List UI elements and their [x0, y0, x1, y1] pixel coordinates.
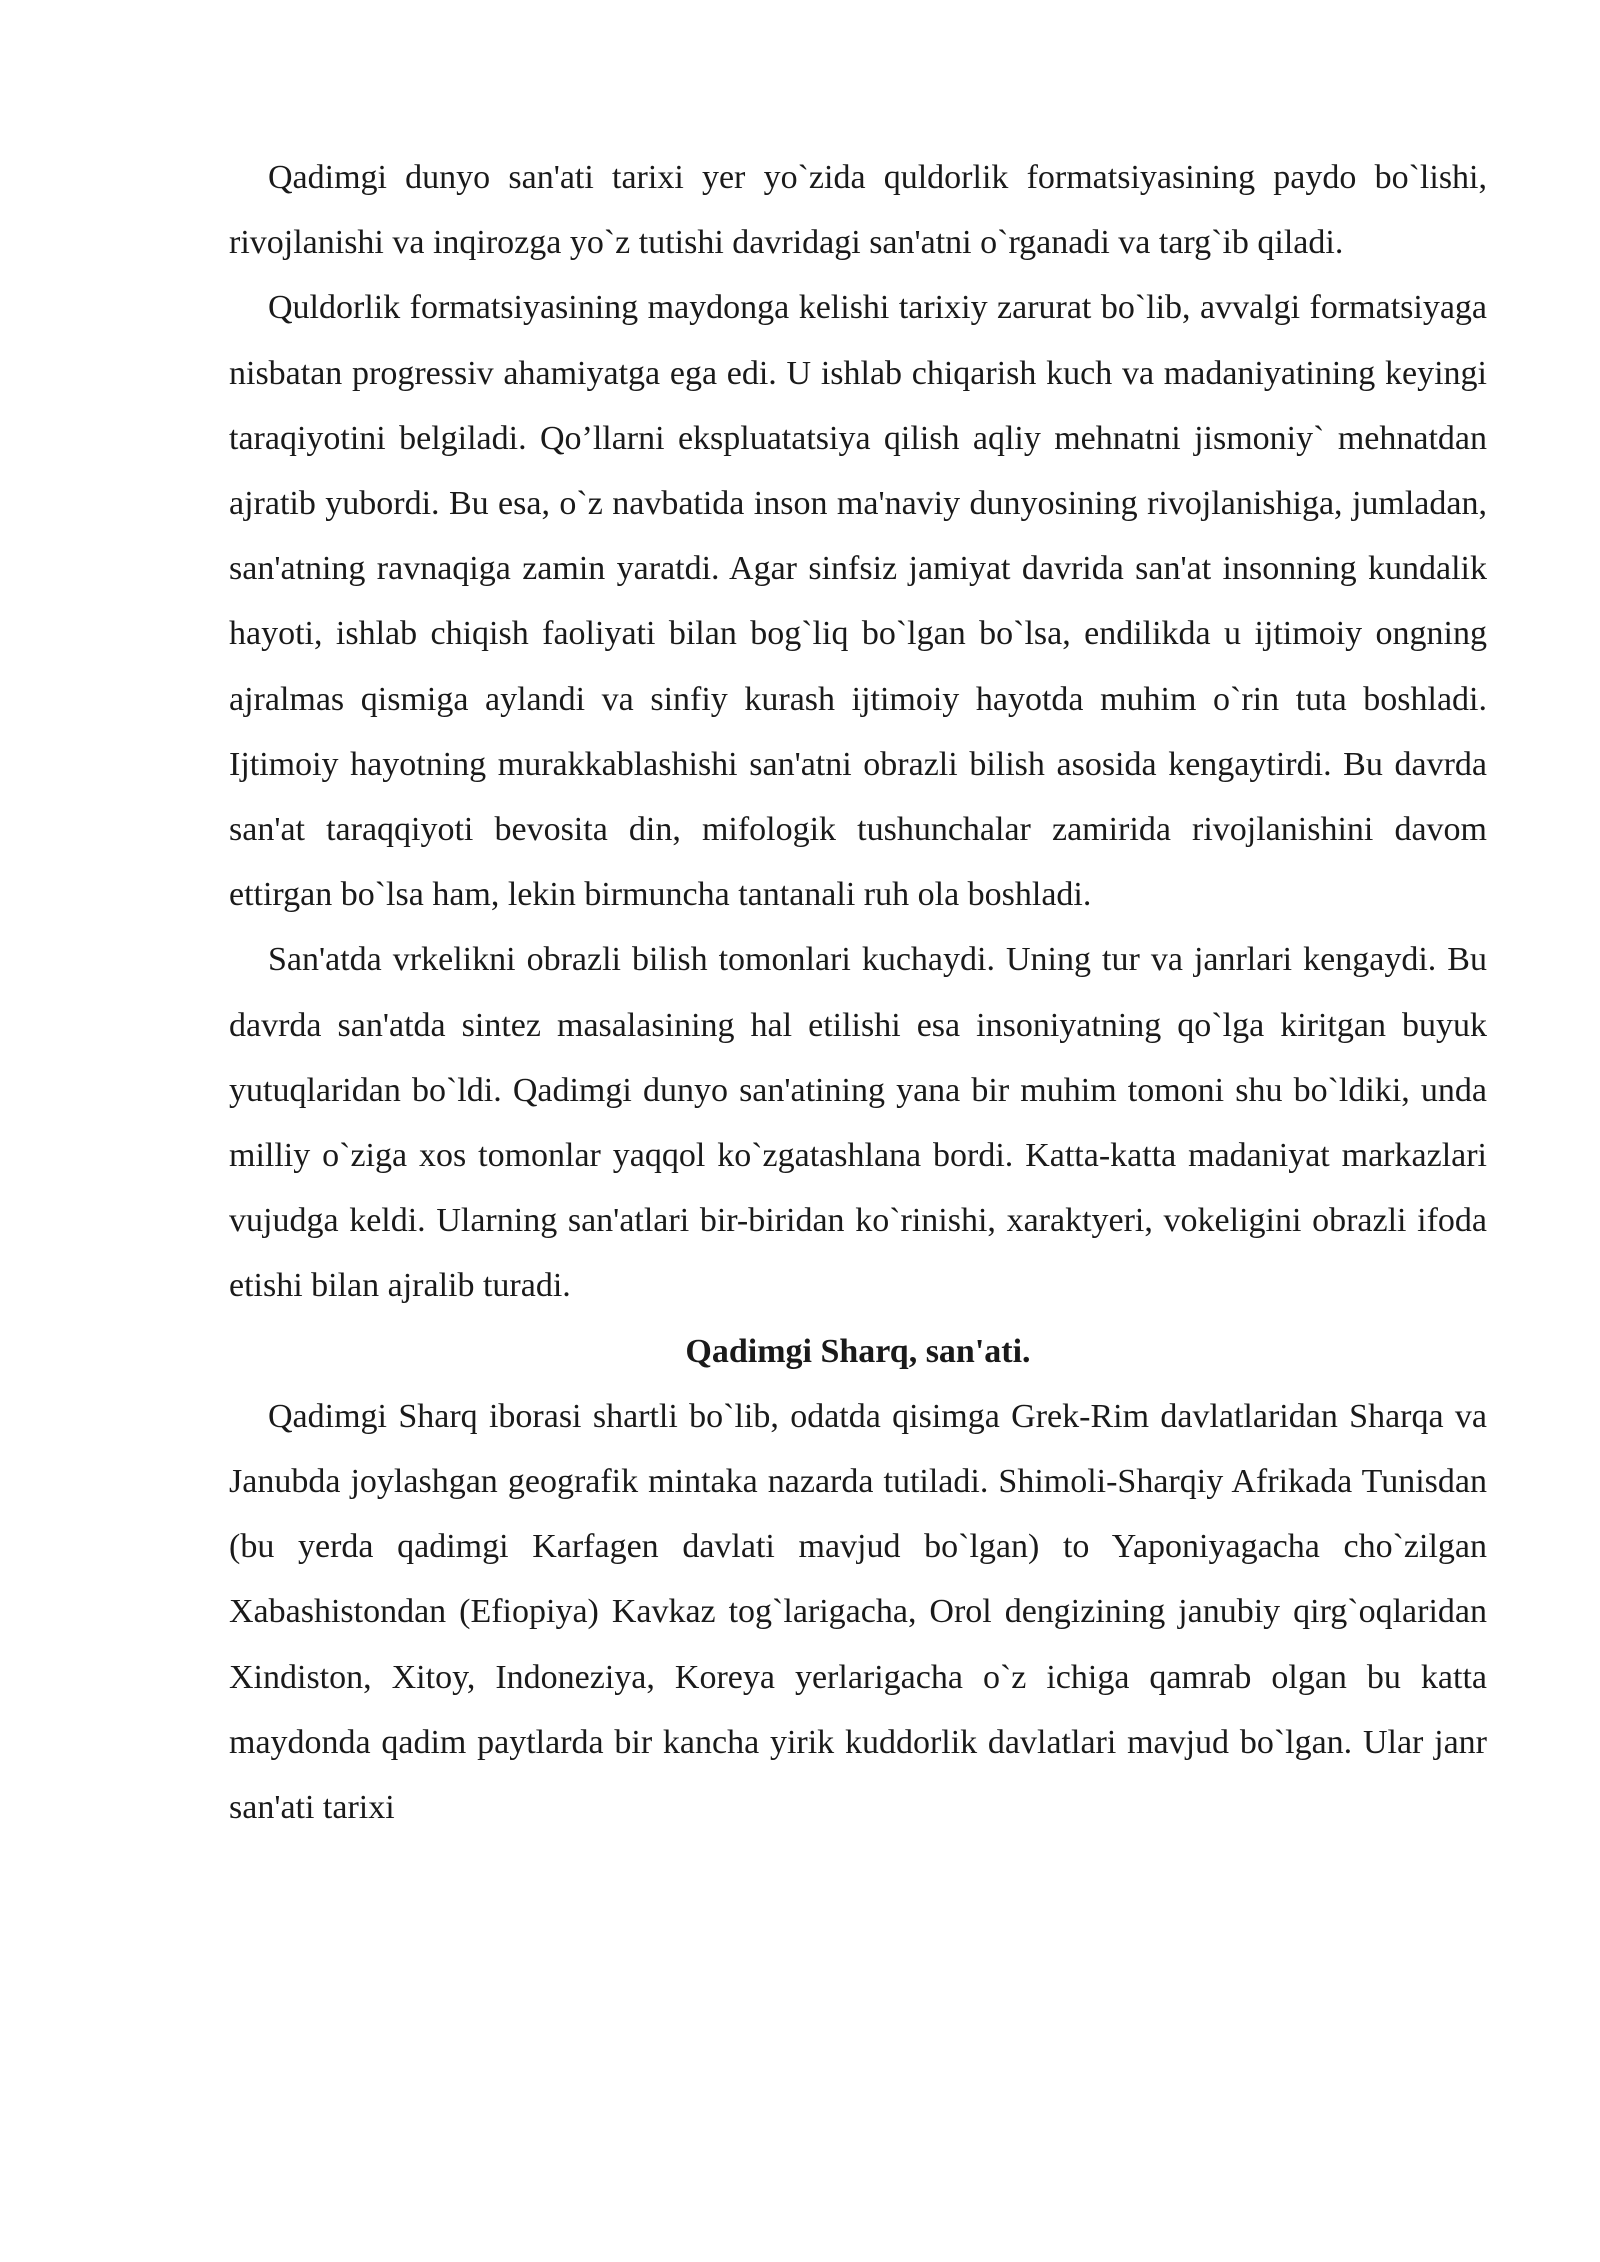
- paragraph-qadimgi-sharq: Qadimgi Sharq iborasi shartli bo`lib, odatda qisimga Grek-Rim davlatlaridan Sharqa va Janubda joylashgan geografik mintaka nazarda tutiladi. Shimoli-Sharqiy Afrikada Tunisdan (bu yerda qadimgi Karfagen davlati mavjud bo`lgan) to Yaponiyagacha cho`zilgan Xabashistondan (Efiopiya) Kavkaz tog`larigacha, Orol dengizining janubiy qirg`oqlaridan Xindiston, Xitoy, Indoneziya, Koreya yerlarigacha o`z ichiga qamrab olgan bu katta maydonda qadim paytlarda bir kancha yirik kuddorlik davlatlari mavjud bo`lgan. Ular janr san'ati tarixi: [229, 1397, 1487, 1827]
- document-body: [229, 145, 1487, 1840]
- paragraph-quldorlik: Quldorlik formatsiyasining maydonga kelishi tarixiy zarurat bo`lib, avvalgi formatsiyaga nisbatan progressiv ahamiyatga ega edi. U ishlab chiqarish kuch va madaniyatining keyingi taraqiyotini belgiladi. Qo’llarni ekspluatatsiya qilish aqliy mehnatni jismoniy` mehnatdan ajratib yubordi. Bu esa, o`z navbatida inson ma'naviy dunyosining rivojlanishiga, jumladan, san'atning ravnaqiga zamin yaratdi. Agar sinfsiz jamiyat davrida san'at insonning kundalik hayoti, ishlab chiqish faoliyati bilan bog`liq bo`lgan bo`lsa, endilikda u ijtimoiy ongning ajralmas qismiga aylandi va sinfiy kurash ijtimoiy hayotda muhim o`rin tuta boshladi. Ijtimoiy hayotning murakkablashishi san'atni obrazli bilish asosida kengaytirdi. Bu davrda san'at taraqqiyoti bevosita din, mifologik tushunchalar zamirida rivojlanishini davom ettirgan bo`lsa ham, lekin birmuncha tantanali ruh ola boshladi.: [229, 289, 1487, 914]
- paragraph-sanatda: San'atda vrkelikni obrazli bilish tomonlari kuchaydi. Uning tur va janrlari kengaydi. Bu davrda san'atda sintez masalasining hal etilishi esa insoniyatning qo`lga kiritgan buyuk yutuqlaridan bo`ldi. Qadimgi dunyo san'atining yana bir muhim tomoni shu bo`ldiki, unda milliy o`ziga xos tomonlar yaqqol ko`zgatashlana bordi. Katta-katta madaniyat markazlari vujudga keldi. Ularning san'atlari bir-biridan ko`rinishi, xaraktyeri, vokeligini obrazli ifoda etishi bilan ajralib turadi.: [229, 941, 1487, 1305]
- section-heading: Qadimgi Sharq, san'ati.: [685, 1332, 1031, 1370]
- paragraph-intro: Qadimgi dunyo san'ati tarixi yer yo`zida quldorlik formatsiyasining paydo bo`lishi, rivojlanishi va inqirozga yo`z tutishi davridagi san'atni o`rganadi va targ`ib qiladi.: [229, 159, 1487, 262]
